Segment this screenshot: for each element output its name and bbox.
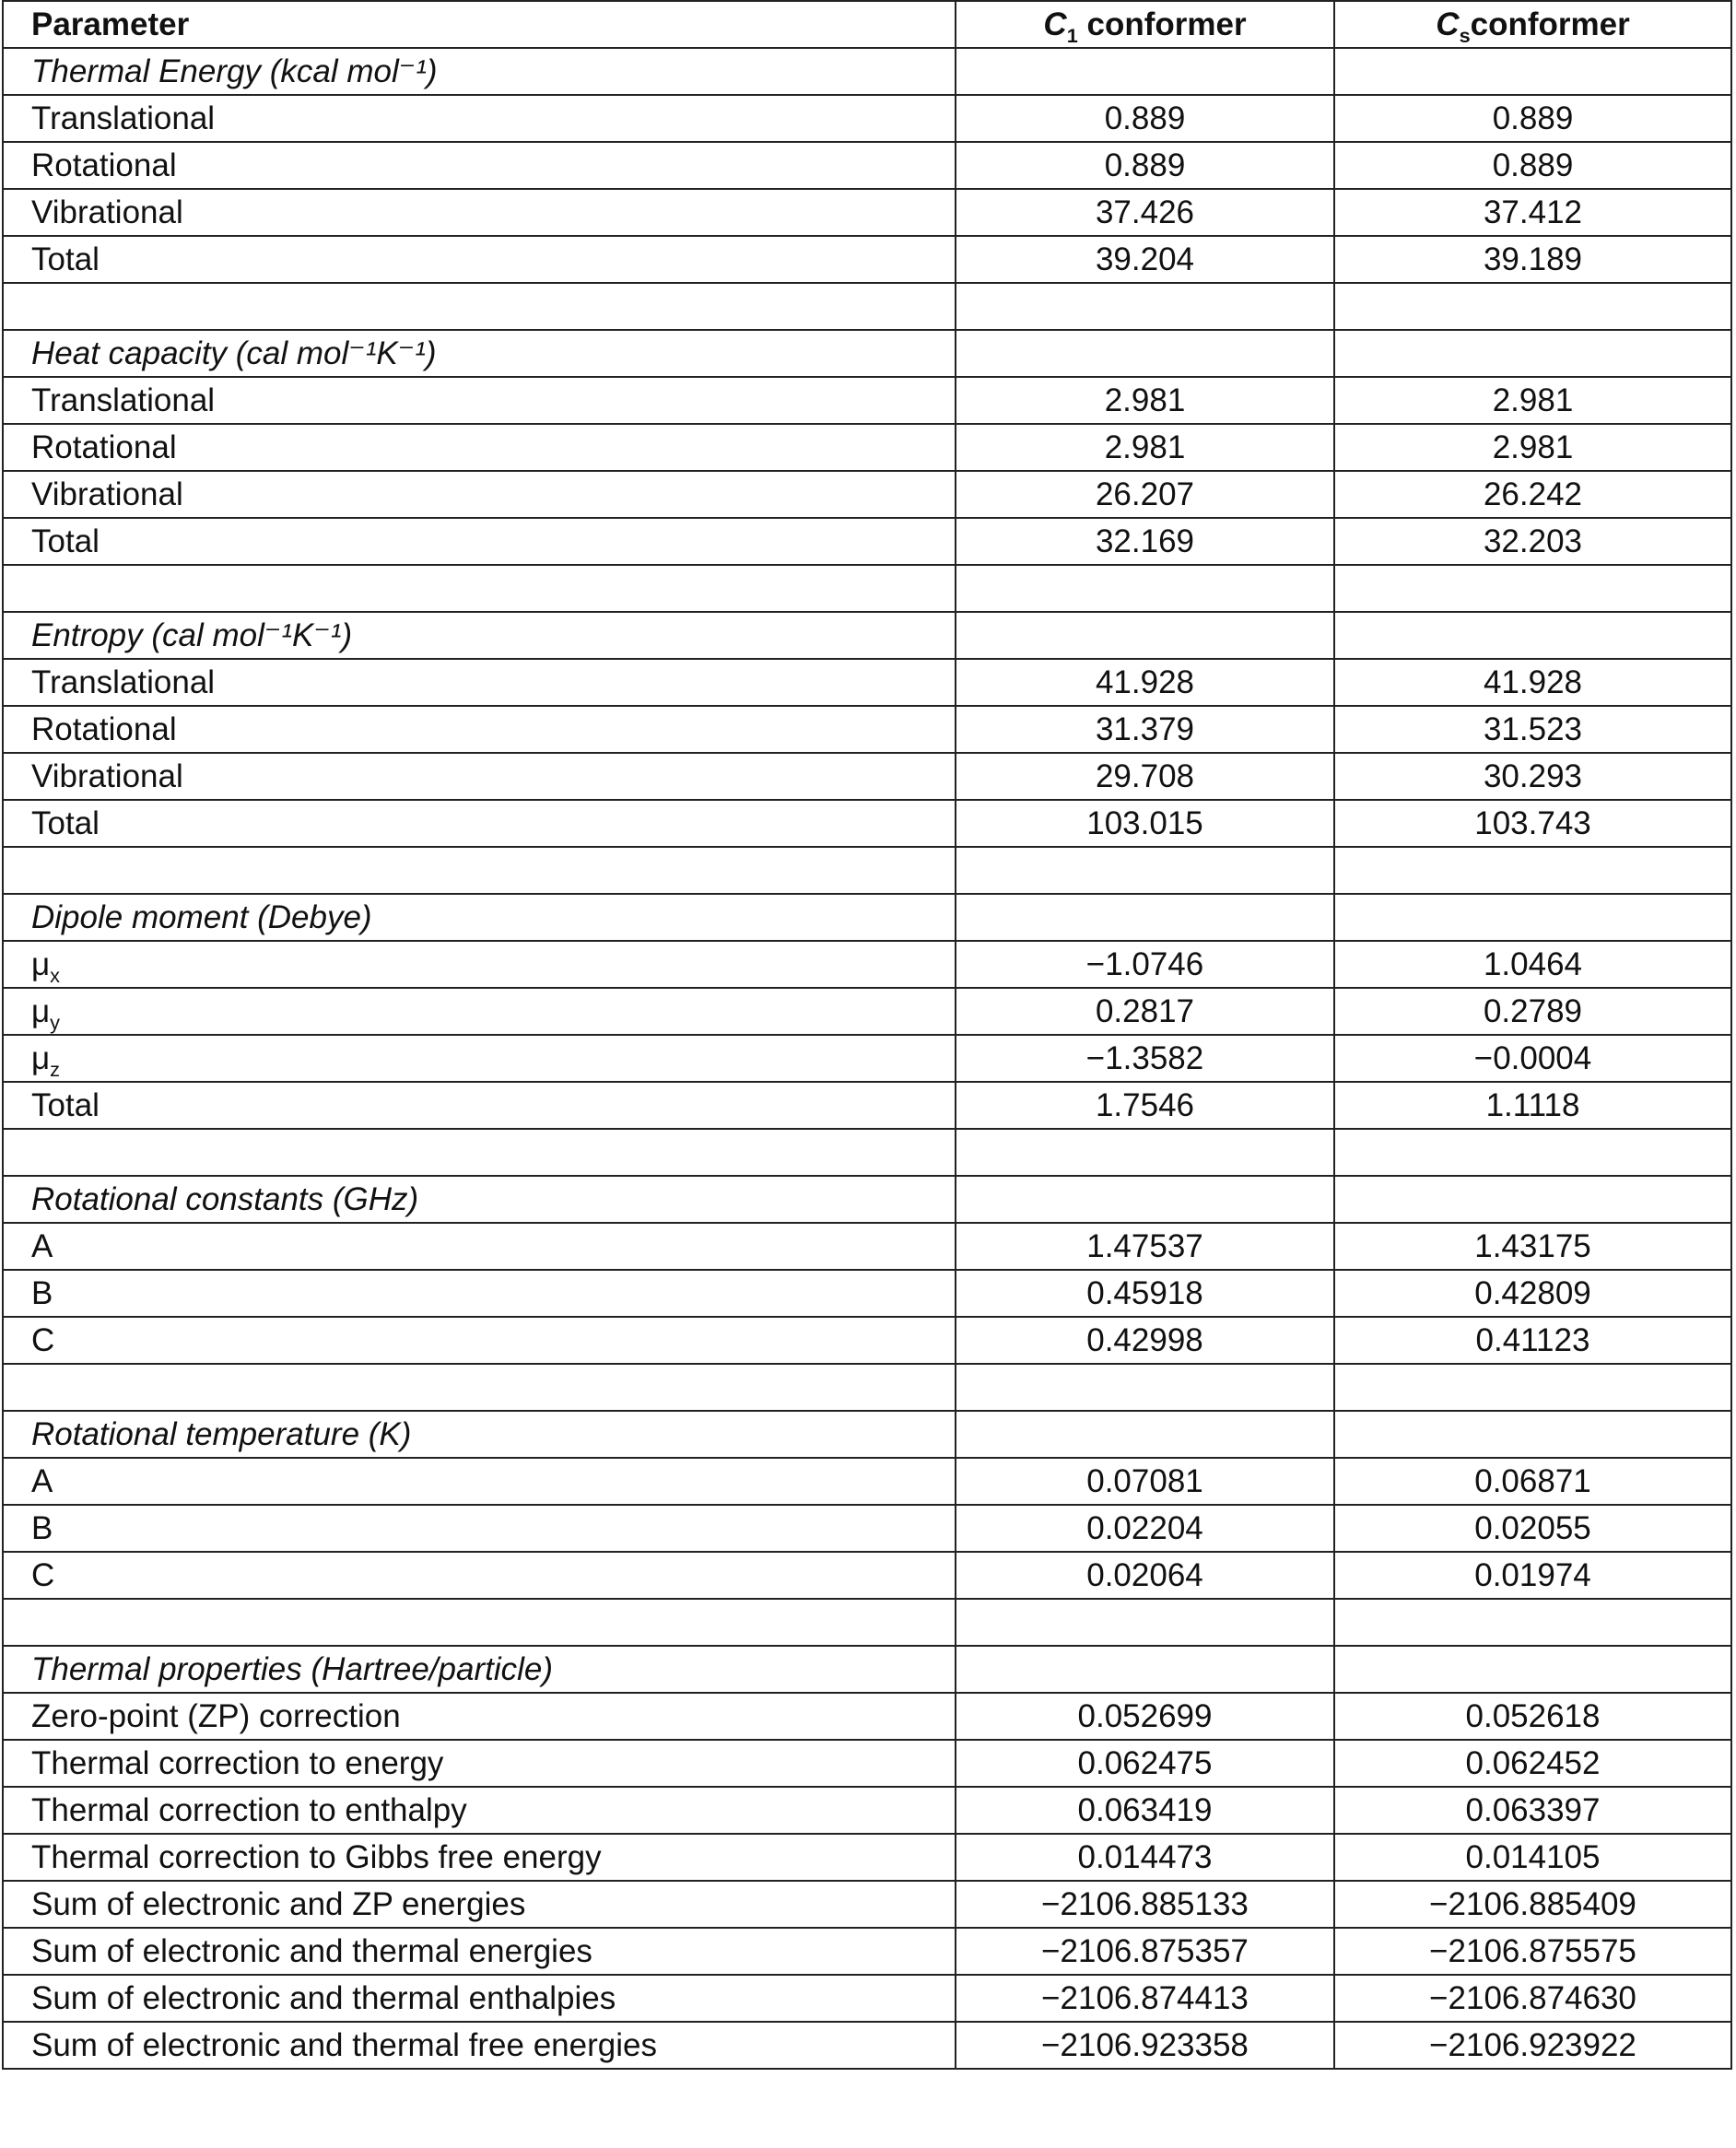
cs-value: 0.2789 <box>1334 988 1731 1035</box>
c1-value: 31.379 <box>956 706 1334 753</box>
spacer-cell <box>956 1599 1334 1646</box>
cs-value: 0.052618 <box>1334 1693 1731 1740</box>
section-empty-cell <box>956 1176 1334 1223</box>
row-label: Total <box>31 523 100 559</box>
row-label: Rotational <box>31 711 177 747</box>
row-label: Sum of electronic and thermal enthalpies <box>31 1980 616 2016</box>
c1-value: −2106.923358 <box>956 2022 1334 2069</box>
c1-value: 1.7546 <box>956 1082 1334 1129</box>
cs-value: 2.981 <box>1334 424 1731 471</box>
row-label: Translational <box>31 100 216 136</box>
c1-value: 37.426 <box>956 189 1334 236</box>
cs-value: 0.014105 <box>1334 1834 1731 1881</box>
section-title: Thermal properties (Hartree/particle) <box>3 1646 956 1693</box>
table-row <box>3 1082 1731 1129</box>
row-label-cell <box>3 1035 956 1082</box>
row-label-cell <box>3 1928 956 1975</box>
cs-value: 26.242 <box>1334 471 1731 518</box>
row-label: C <box>31 1322 55 1358</box>
table-row <box>3 1975 1731 2022</box>
c1-value: 26.207 <box>956 471 1334 518</box>
table-row <box>3 988 1731 1035</box>
table-row <box>3 1834 1731 1881</box>
row-label-cell <box>3 377 956 424</box>
row-label-cell <box>3 1834 956 1881</box>
c1-value: 0.45918 <box>956 1270 1334 1317</box>
row-label-cell <box>3 1458 956 1505</box>
c1-value: 0.889 <box>956 95 1334 142</box>
section-empty-cell <box>956 1411 1334 1458</box>
cs-value: 1.0464 <box>1334 941 1731 988</box>
row-label-cell <box>3 189 956 236</box>
spacer-cell <box>1334 283 1731 330</box>
cs-value: 0.01974 <box>1334 1552 1731 1599</box>
table-row <box>3 189 1731 236</box>
table-row <box>3 95 1731 142</box>
row-label-cell <box>3 988 956 1035</box>
spacer-cell <box>956 565 1334 612</box>
row-label: A <box>31 1228 53 1264</box>
c1-value: 0.052699 <box>956 1693 1334 1740</box>
table-row <box>3 1270 1731 1317</box>
spacer-cell <box>956 1129 1334 1176</box>
c1-value: 0.889 <box>956 142 1334 189</box>
table-row <box>3 753 1731 800</box>
cs-value: 41.928 <box>1334 659 1731 706</box>
row-label-cell <box>3 1552 956 1599</box>
c1-value: 0.063419 <box>956 1787 1334 1834</box>
spacer-row <box>3 1129 1731 1176</box>
row-label: Rotational <box>31 429 177 465</box>
cs-value: 0.06871 <box>1334 1458 1731 1505</box>
section-title: Thermal Energy (kcal mol⁻¹) <box>3 48 956 95</box>
c1-value: 1.47537 <box>956 1223 1334 1270</box>
table-row <box>3 2022 1731 2069</box>
section-empty-cell <box>956 1646 1334 1693</box>
cs-value: 103.743 <box>1334 800 1731 847</box>
spacer-cell <box>3 1364 956 1411</box>
row-label: μ <box>31 993 51 1029</box>
row-label-cell <box>3 1693 956 1740</box>
cs-value: 30.293 <box>1334 753 1731 800</box>
section-empty-cell <box>1334 894 1731 941</box>
table-row <box>3 377 1731 424</box>
c1-value: 103.015 <box>956 800 1334 847</box>
row-label-cell <box>3 941 956 988</box>
cs-value: 0.42809 <box>1334 1270 1731 1317</box>
cs-value: 0.02055 <box>1334 1505 1731 1552</box>
section-header-row <box>3 1176 1731 1223</box>
table-row <box>3 941 1731 988</box>
section-empty-cell <box>956 612 1334 659</box>
spacer-cell <box>3 1129 956 1176</box>
spacer-row <box>3 847 1731 894</box>
row-label: Total <box>31 805 100 841</box>
spacer-cell <box>956 283 1334 330</box>
cs-value: −2106.923922 <box>1334 2022 1731 2069</box>
header-c1-conformer: $C_1$ conformer <box>956 1 1334 48</box>
c1-value: −1.0746 <box>956 941 1334 988</box>
row-label: A <box>31 1463 53 1499</box>
table-row <box>3 1458 1731 1505</box>
c1-value: 0.02064 <box>956 1552 1334 1599</box>
c1-value: 39.204 <box>956 236 1334 283</box>
section-title: Entropy (cal mol⁻¹K⁻¹) <box>3 612 956 659</box>
section-empty-cell <box>956 48 1334 95</box>
c1-value: 0.07081 <box>956 1458 1334 1505</box>
c1-value: 0.062475 <box>956 1740 1334 1787</box>
row-label: μ <box>31 1040 51 1076</box>
section-header-row <box>3 894 1731 941</box>
row-label-subscript: y <box>50 1011 61 1034</box>
section-header-row <box>3 1411 1731 1458</box>
spacer-cell <box>1334 1599 1731 1646</box>
cs-value: −2106.875575 <box>1334 1928 1731 1975</box>
header-cs-conformer: $C_sconformer$ <box>1334 1 1731 48</box>
row-label: Thermal correction to energy <box>31 1745 444 1781</box>
spacer-row <box>3 283 1731 330</box>
table-row <box>3 1787 1731 1834</box>
spacer-cell <box>3 565 956 612</box>
row-label-cell <box>3 1881 956 1928</box>
row-label: Thermal correction to Gibbs free energy <box>31 1839 602 1875</box>
section-empty-cell <box>1334 1646 1731 1693</box>
section-empty-cell <box>1334 1176 1731 1223</box>
cs-value: 0.063397 <box>1334 1787 1731 1834</box>
cs-value: −2106.885409 <box>1334 1881 1731 1928</box>
spacer-cell <box>1334 565 1731 612</box>
row-label: B <box>31 1510 53 1546</box>
section-empty-cell <box>956 894 1334 941</box>
table-row <box>3 1552 1731 1599</box>
row-label-cell <box>3 1740 956 1787</box>
row-label: Translational <box>31 382 216 418</box>
cs-value: 0.062452 <box>1334 1740 1731 1787</box>
table-row <box>3 518 1731 565</box>
cs-value: 2.981 <box>1334 377 1731 424</box>
c1-value: 29.708 <box>956 753 1334 800</box>
row-label-cell <box>3 518 956 565</box>
row-label: Sum of electronic and ZP energies <box>31 1886 526 1922</box>
table-row <box>3 1928 1731 1975</box>
table-header <box>3 1 1731 48</box>
row-label-cell <box>3 800 956 847</box>
c1-value: −2106.885133 <box>956 1881 1334 1928</box>
row-label: Sum of electronic and thermal energies <box>31 1933 592 1969</box>
spacer-cell <box>956 1364 1334 1411</box>
spacer-row <box>3 565 1731 612</box>
section-empty-cell <box>1334 1411 1731 1458</box>
c1-value: −2106.875357 <box>956 1928 1334 1975</box>
section-title: Heat capacity (cal mol⁻¹K⁻¹) <box>3 330 956 377</box>
row-label-cell <box>3 1975 956 2022</box>
row-label: Vibrational <box>31 476 183 512</box>
row-label-cell <box>3 1787 956 1834</box>
spacer-cell <box>1334 847 1731 894</box>
table-body <box>3 48 1731 2069</box>
cs-value: 1.43175 <box>1334 1223 1731 1270</box>
section-header-row <box>3 612 1731 659</box>
cs-value: 39.189 <box>1334 236 1731 283</box>
row-label: Total <box>31 241 100 277</box>
section-title: Rotational constants (GHz) <box>3 1176 956 1223</box>
row-label-cell <box>3 2022 956 2069</box>
row-label-cell <box>3 471 956 518</box>
table-row <box>3 1881 1731 1928</box>
section-title: Dipole moment (Debye) <box>3 894 956 941</box>
row-label: C <box>31 1557 55 1593</box>
table-row <box>3 1223 1731 1270</box>
row-label: Sum of electronic and thermal free energies <box>31 2027 657 2063</box>
table-row <box>3 424 1731 471</box>
section-empty-cell <box>1334 48 1731 95</box>
table-row <box>3 1317 1731 1364</box>
cs-value: 0.889 <box>1334 142 1731 189</box>
section-empty-cell <box>1334 330 1731 377</box>
c1-value: 2.981 <box>956 424 1334 471</box>
table-row <box>3 1693 1731 1740</box>
section-title: Rotational temperature (K) <box>3 1411 956 1458</box>
spacer-cell <box>956 847 1334 894</box>
c1-value: 0.02204 <box>956 1505 1334 1552</box>
row-label-cell <box>3 753 956 800</box>
spacer-cell <box>3 847 956 894</box>
cs-value: −2106.874630 <box>1334 1975 1731 2022</box>
row-label-cell <box>3 95 956 142</box>
c1-value: 32.169 <box>956 518 1334 565</box>
c1-value: 2.981 <box>956 377 1334 424</box>
header-row <box>3 1 1731 48</box>
row-label-cell <box>3 1082 956 1129</box>
row-label-cell <box>3 1505 956 1552</box>
c1-value: 0.2817 <box>956 988 1334 1035</box>
thermochemistry-table <box>2 0 1732 2070</box>
header-parameter: Parameter <box>3 1 956 48</box>
row-label: Vibrational <box>31 194 183 230</box>
row-label: B <box>31 1275 53 1311</box>
row-label: Zero-point (ZP) correction <box>31 1698 401 1734</box>
spacer-row <box>3 1599 1731 1646</box>
row-label: μ <box>31 946 51 982</box>
row-label: Vibrational <box>31 758 183 794</box>
table-row <box>3 1505 1731 1552</box>
cs-value: 0.41123 <box>1334 1317 1731 1364</box>
row-label-cell <box>3 1270 956 1317</box>
section-header-row <box>3 48 1731 95</box>
spacer-row <box>3 1364 1731 1411</box>
table-row <box>3 1740 1731 1787</box>
table-row <box>3 706 1731 753</box>
c1-value: 0.42998 <box>956 1317 1334 1364</box>
c1-value: −2106.874413 <box>956 1975 1334 2022</box>
table-row <box>3 1035 1731 1082</box>
table-row <box>3 471 1731 518</box>
row-label: Translational <box>31 664 216 700</box>
c1-value: 0.014473 <box>956 1834 1334 1881</box>
section-empty-cell <box>956 330 1334 377</box>
cs-value: 37.412 <box>1334 189 1731 236</box>
spacer-cell <box>3 1599 956 1646</box>
c1-value: 41.928 <box>956 659 1334 706</box>
section-header-row <box>3 330 1731 377</box>
row-label: Total <box>31 1087 100 1123</box>
cs-value: 1.1118 <box>1334 1082 1731 1129</box>
table-row <box>3 659 1731 706</box>
spacer-cell <box>3 283 956 330</box>
cs-value: 31.523 <box>1334 706 1731 753</box>
row-label-cell <box>3 424 956 471</box>
table-row <box>3 142 1731 189</box>
spacer-cell <box>1334 1129 1731 1176</box>
row-label-cell <box>3 706 956 753</box>
row-label-cell <box>3 1317 956 1364</box>
table-row <box>3 236 1731 283</box>
row-label-cell <box>3 236 956 283</box>
section-empty-cell <box>1334 612 1731 659</box>
spacer-cell <box>1334 1364 1731 1411</box>
row-label-subscript: z <box>50 1058 61 1081</box>
cs-value: −0.0004 <box>1334 1035 1731 1082</box>
row-label-cell <box>3 659 956 706</box>
row-label-subscript: x <box>50 964 61 987</box>
row-label: Thermal correction to enthalpy <box>31 1792 467 1828</box>
c1-value: −1.3582 <box>956 1035 1334 1082</box>
row-label-cell <box>3 142 956 189</box>
section-header-row <box>3 1646 1731 1693</box>
row-label-cell <box>3 1223 956 1270</box>
table-row <box>3 800 1731 847</box>
cs-value: 32.203 <box>1334 518 1731 565</box>
cs-value: 0.889 <box>1334 95 1731 142</box>
row-label: Rotational <box>31 147 177 183</box>
